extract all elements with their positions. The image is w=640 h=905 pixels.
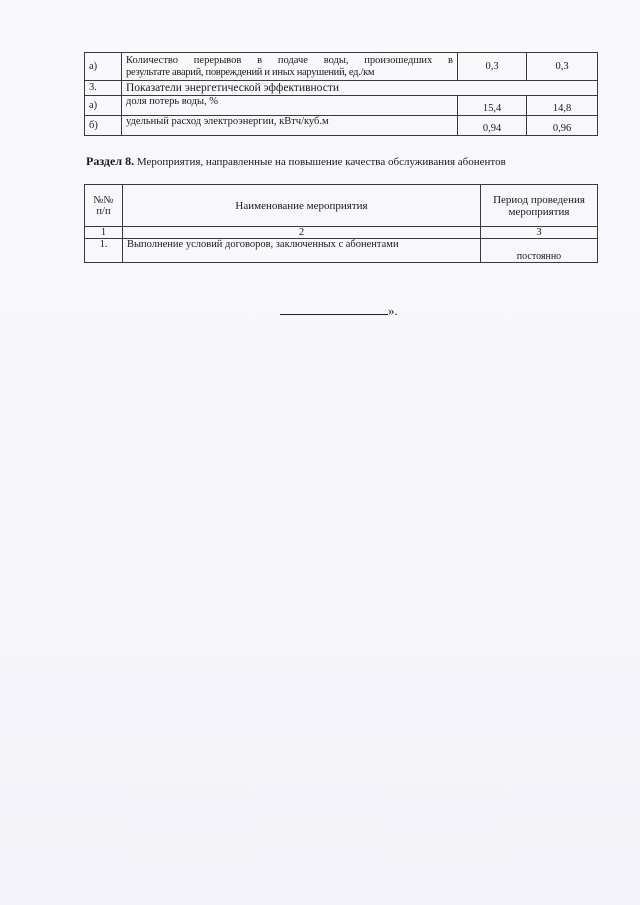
numbering-cell: 3: [481, 227, 598, 239]
closing-mark: [280, 302, 398, 319]
table-row: [85, 116, 598, 136]
header-text: №№: [93, 194, 114, 206]
measures-table: [84, 184, 598, 263]
row-text: доля потерь воды, %: [122, 96, 458, 116]
period-cell: постоянно: [481, 239, 598, 263]
row-text-line: результате аварий, повреждений и иных нарушений, ед./км: [126, 66, 375, 78]
row-text: [122, 53, 458, 81]
header-text: Период проведения: [493, 193, 585, 206]
table-row: [85, 81, 598, 96]
row-text: удельный расход электроэнергии, кВтч/куб.м: [122, 116, 458, 136]
row-text: Показатели энергетической эффективности: [122, 81, 598, 96]
indicators-table: [84, 52, 598, 136]
value-cell: 15,4: [458, 96, 527, 116]
header-text: мероприятия: [508, 205, 570, 218]
table-row: [85, 96, 598, 116]
row-text-line: Количество перерывов в подаче воды, произошедших в: [126, 54, 453, 66]
closing-quote: ».: [388, 303, 398, 318]
row-number: а): [85, 96, 122, 116]
header-cell-number: [85, 185, 123, 227]
table-header-row: [85, 185, 598, 227]
numbering-cell: 1: [85, 227, 123, 239]
value-cell: 0,3: [458, 53, 527, 81]
row-number: б): [85, 116, 122, 136]
row-number: 3.: [85, 81, 122, 96]
numbering-row: [85, 227, 598, 239]
section-title: Мероприятия, направленные на повышение качества обслуживания абонентов: [136, 156, 506, 168]
value-cell: 0,3: [527, 53, 598, 81]
table-row: [85, 53, 598, 81]
row-number: а): [85, 53, 122, 81]
row-number: 1.: [85, 239, 123, 263]
section-heading: [86, 154, 506, 169]
blank-line: [280, 302, 388, 315]
section-label: Раздел 8.: [86, 154, 135, 168]
header-text: п/п: [96, 205, 111, 217]
header-cell-period: [481, 185, 598, 227]
header-cell-name: Наименование мероприятия: [123, 185, 481, 227]
value-cell: 0,96: [527, 116, 598, 136]
row-text: Выполнение условий договоров, заключенных с абонентами: [123, 239, 481, 263]
value-cell: 14,8: [527, 96, 598, 116]
table-row: [85, 239, 598, 263]
numbering-cell: 2: [123, 227, 481, 239]
value-cell: 0,94: [458, 116, 527, 136]
